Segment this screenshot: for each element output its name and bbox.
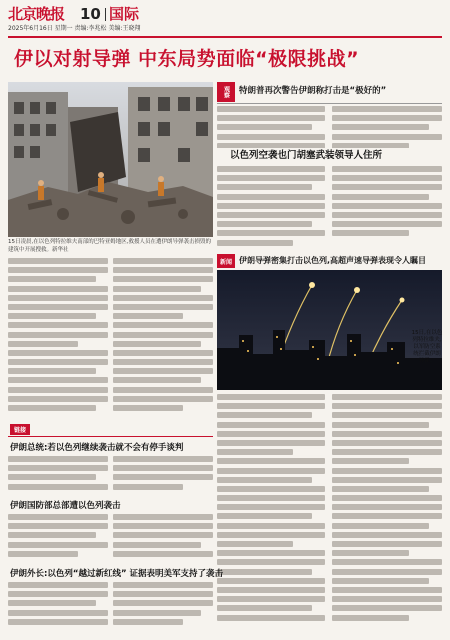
link-rule (8, 436, 213, 437)
link-tag: 链接 (10, 424, 30, 435)
night-photo-caption: 15日,在以色列特拉维夫,以军防空系统拦截伊朗导弹。 (411, 330, 443, 364)
houthi-body-col-2 (332, 166, 442, 248)
section-name: 国际 (109, 5, 140, 23)
masthead-divider (105, 8, 106, 21)
news-tag: 新闻 (217, 254, 235, 268)
defense-body-col-2 (113, 514, 213, 564)
rescue-photo (8, 82, 213, 237)
rescue-photo-caption: 15日凌晨,在以色列特拉维夫南部的巴特亚姆地区,救援人员在遭伊朗导弹袭击损毁的建筑中开展搜救。新华社 (8, 239, 211, 253)
houthi-subtitle: 以色列空袭也门胡塞武装领导人住所 (230, 150, 383, 161)
article-body-col-1 (8, 258, 108, 423)
analysis-tag: 观察 (217, 82, 235, 102)
missile-body-col-2 (332, 394, 442, 634)
newspaper-logo: 北京晚报 (8, 5, 65, 23)
analysis-header (217, 82, 442, 102)
missile-news-subtitle: 伊朗导弹密集打击以色列,高超声速导弹表现令人瞩目 (239, 256, 427, 265)
masthead (8, 4, 442, 34)
page-number: 10 (80, 5, 101, 23)
houthi-body-col-1 (217, 166, 325, 248)
president-body-col-2 (113, 456, 213, 496)
article-body-col-2 (113, 258, 213, 423)
defense-body-col-1 (8, 514, 108, 564)
fm-body-col-1 (8, 582, 108, 636)
president-subtitle: 伊朗总统:若以色列继续袭击就不会有停手谈判 (10, 443, 184, 453)
missile-body-col-1 (217, 394, 325, 634)
analysis-body-col-2 (332, 106, 442, 148)
analysis-body-col-1 (217, 106, 325, 148)
president-body-col-1 (8, 456, 108, 496)
analysis-subtitle: 特朗普再次警告伊朗称打击是“极好的” (239, 86, 387, 96)
missile-news-header (217, 254, 442, 268)
fm-subtitle: 伊朗外长:以色列“越过新红线” 证据表明美军支持了袭击 (10, 569, 224, 579)
fm-body-col-2 (113, 582, 213, 636)
defense-hq-subtitle: 伊朗国防部总部遭以色列袭击 (10, 501, 121, 511)
analysis-rule (217, 103, 442, 104)
page-headline: 伊以对射导弹 中东局势面临“极限挑战” (14, 48, 360, 70)
dateline: 2025年6月16日 星期一 责编:李兆松 美编:王晓翔 (8, 25, 141, 32)
tel-aviv-night-photo (217, 270, 442, 390)
masthead-rule (8, 36, 442, 38)
